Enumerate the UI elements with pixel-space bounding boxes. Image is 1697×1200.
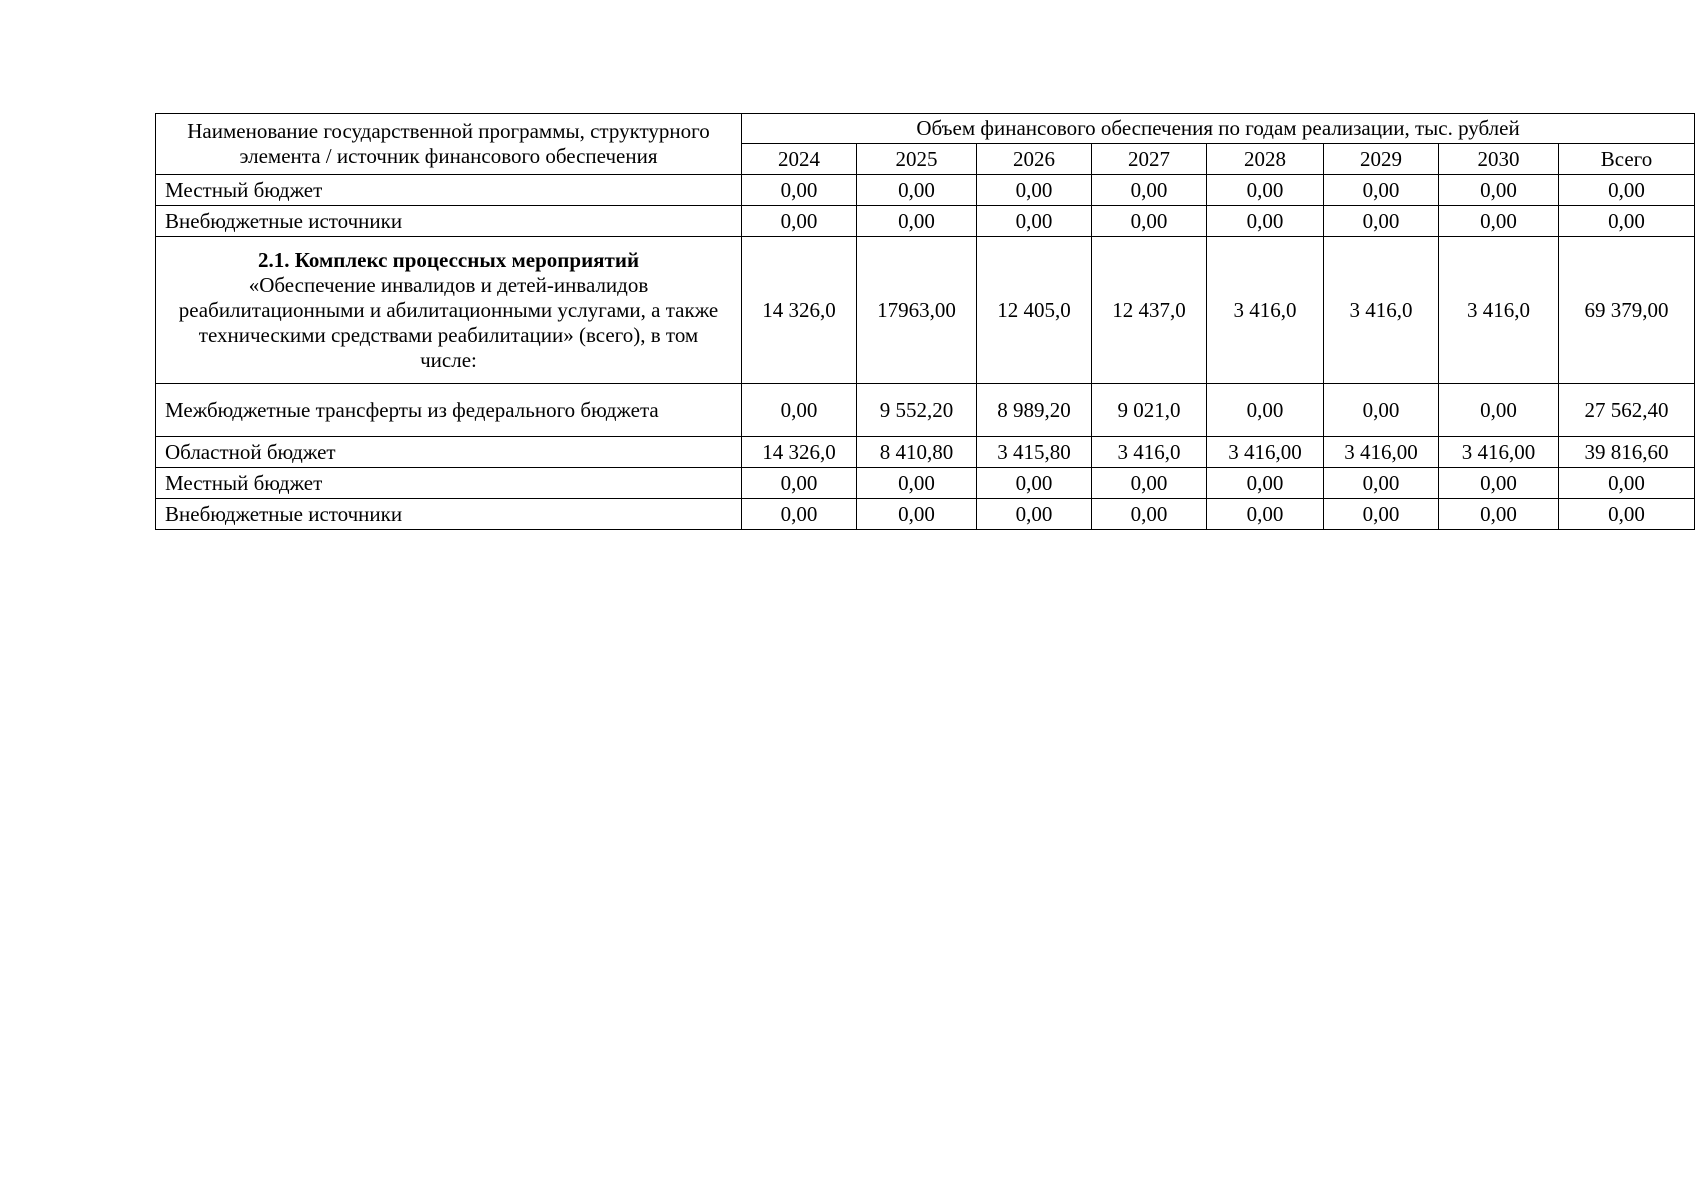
row-label: Межбюджетные трансферты из федерального бюджета — [156, 384, 742, 437]
value-cell: 0,00 — [742, 468, 857, 499]
table-row — [156, 499, 1695, 530]
value-cell: 0,00 — [1324, 175, 1439, 206]
value-cell: 17963,00 — [857, 237, 977, 384]
table-row — [156, 206, 1695, 237]
value-cell: 0,00 — [977, 499, 1092, 530]
value-cell: 0,00 — [1207, 499, 1324, 530]
value-cell: 3 416,00 — [1324, 437, 1439, 468]
table-row — [156, 384, 1695, 437]
total-cell: 0,00 — [1559, 206, 1695, 237]
value-cell: 0,00 — [1207, 206, 1324, 237]
value-cell: 3 416,0 — [1324, 237, 1439, 384]
value-cell: 3 415,80 — [977, 437, 1092, 468]
value-cell: 0,00 — [1439, 175, 1559, 206]
table-row — [156, 175, 1695, 206]
value-cell: 0,00 — [857, 206, 977, 237]
value-cell: 12 405,0 — [977, 237, 1092, 384]
name-column-header: Наименование государственной программы, структурного элемента / источник финансового обеспечения — [156, 114, 742, 175]
year-header: 2024 — [742, 144, 857, 175]
value-cell: 14 326,0 — [742, 437, 857, 468]
year-header: 2026 — [977, 144, 1092, 175]
value-cell: 0,00 — [1207, 468, 1324, 499]
value-cell: 0,00 — [1324, 206, 1439, 237]
value-cell: 3 416,00 — [1207, 437, 1324, 468]
value-cell: 0,00 — [1439, 499, 1559, 530]
section-row — [156, 237, 1695, 384]
value-cell: 0,00 — [742, 175, 857, 206]
year-header: 2028 — [1207, 144, 1324, 175]
value-cell: 14 326,0 — [742, 237, 857, 384]
section-title — [156, 237, 742, 384]
value-cell: 12 437,0 — [1092, 237, 1207, 384]
value-cell: 3 416,0 — [1439, 237, 1559, 384]
value-cell: 0,00 — [1207, 175, 1324, 206]
value-cell: 0,00 — [1092, 175, 1207, 206]
row-label: Внебюджетные источники — [156, 206, 742, 237]
value-cell: 0,00 — [857, 499, 977, 530]
value-cell: 9 021,0 — [1092, 384, 1207, 437]
value-cell: 0,00 — [1324, 499, 1439, 530]
value-cell: 0,00 — [977, 175, 1092, 206]
row-label: Областной бюджет — [156, 437, 742, 468]
row-label: Местный бюджет — [156, 468, 742, 499]
value-cell: 3 416,0 — [1092, 437, 1207, 468]
value-cell: 3 416,0 — [1207, 237, 1324, 384]
table-row — [156, 468, 1695, 499]
year-header: 2029 — [1324, 144, 1439, 175]
value-cell: 0,00 — [742, 499, 857, 530]
value-cell: 0,00 — [1092, 499, 1207, 530]
total-cell: 0,00 — [1559, 468, 1695, 499]
value-cell: 0,00 — [1439, 206, 1559, 237]
header-row-1 — [156, 114, 1695, 144]
year-header: 2027 — [1092, 144, 1207, 175]
value-cell: 0,00 — [1092, 468, 1207, 499]
row-label: Внебюджетные источники — [156, 499, 742, 530]
value-cell: 0,00 — [1207, 384, 1324, 437]
total-cell: 27 562,40 — [1559, 384, 1695, 437]
value-cell: 0,00 — [857, 468, 977, 499]
value-cell: 0,00 — [977, 206, 1092, 237]
funding-by-year-header: Объем финансового обеспечения по годам реализации, тыс. рублей — [742, 114, 1695, 144]
value-cell: 0,00 — [742, 206, 857, 237]
value-cell: 8 410,80 — [857, 437, 977, 468]
value-cell: 9 552,20 — [857, 384, 977, 437]
total-cell: 0,00 — [1559, 499, 1695, 530]
value-cell: 0,00 — [1324, 468, 1439, 499]
value-cell: 0,00 — [1092, 206, 1207, 237]
row-label: Местный бюджет — [156, 175, 742, 206]
value-cell: 3 416,00 — [1439, 437, 1559, 468]
total-cell: 39 816,60 — [1559, 437, 1695, 468]
value-cell: 0,00 — [1439, 468, 1559, 499]
value-cell: 0,00 — [1324, 384, 1439, 437]
section-title-bold: 2.1. Комплекс процессных мероприятий — [257, 247, 640, 272]
table-row — [156, 437, 1695, 468]
year-header: 2030 — [1439, 144, 1559, 175]
value-cell: 0,00 — [977, 468, 1092, 499]
value-cell: 0,00 — [742, 384, 857, 437]
total-cell: 0,00 — [1559, 175, 1695, 206]
value-cell: 0,00 — [1439, 384, 1559, 437]
total-cell: 69 379,00 — [1559, 237, 1695, 384]
financing-table — [155, 113, 1695, 530]
section-title-description: «Обеспечение инвалидов и детей-инвалидов реабилитационными и абилитационными услугами, а также техническими средствами реабилитации» (всего), в том числе: — [178, 272, 719, 372]
value-cell: 8 989,20 — [977, 384, 1092, 437]
year-header: 2025 — [857, 144, 977, 175]
total-header: Всего — [1559, 144, 1695, 175]
value-cell: 0,00 — [857, 175, 977, 206]
